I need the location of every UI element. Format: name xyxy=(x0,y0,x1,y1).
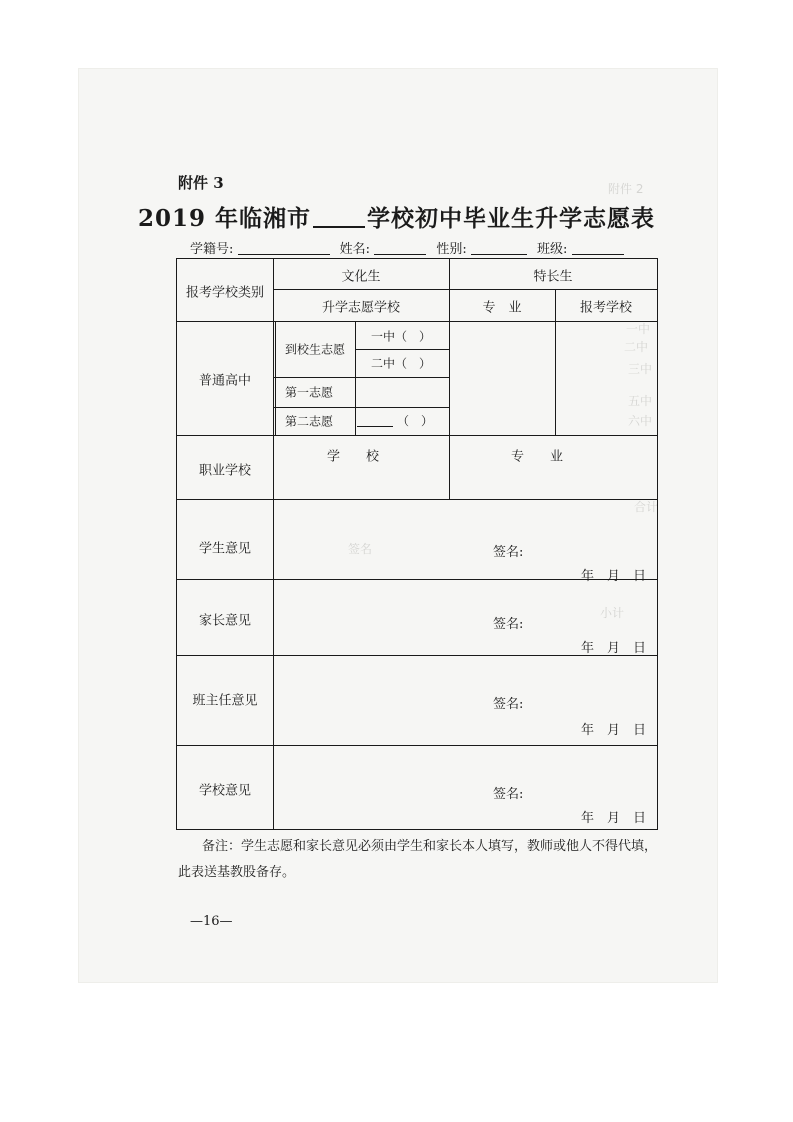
bleed-through-text: 二中 xyxy=(624,340,649,354)
student-opinion-label: 学生意见 xyxy=(198,541,252,557)
major-header: 专 业 xyxy=(482,300,522,316)
local-choice-label: 到校生志愿 xyxy=(284,342,346,357)
class-blank[interactable] xyxy=(572,241,624,255)
vocational-major-header: 专 业 xyxy=(510,449,564,465)
apply-school-header: 报考学校 xyxy=(579,300,633,316)
grid-line xyxy=(273,289,657,290)
vocational-school-header: 学 校 xyxy=(326,449,380,465)
second-choice-blank[interactable] xyxy=(357,413,393,427)
student-id-blank[interactable] xyxy=(238,241,330,255)
student-date-label: 年 月 日 xyxy=(581,569,647,584)
student-id-label: 学籍号: xyxy=(190,242,234,257)
teacher-sign-label: 签名: xyxy=(493,697,524,712)
student-info-line xyxy=(190,238,630,257)
footnote-line-2: 此表送基教股备存。 xyxy=(178,865,296,880)
grid-line xyxy=(273,407,449,408)
gender-label: 性别: xyxy=(436,242,467,257)
footnote-line-1: 备注：学生志愿和家长意见必须由学生和家长本人填写，教师或他人不得代填， xyxy=(202,839,658,854)
school-name-blank[interactable] xyxy=(313,226,365,228)
grid-line xyxy=(177,321,657,322)
bleed-through-text: 合计 xyxy=(634,500,659,514)
page-title xyxy=(0,200,793,233)
school-opinion-field[interactable] xyxy=(275,747,655,781)
first-choice-label: 第一志愿 xyxy=(284,385,334,400)
bleed-through-text: 五中 xyxy=(628,394,653,408)
parent-opinion-label: 家长意见 xyxy=(198,613,252,629)
student-opinion-field[interactable] xyxy=(275,501,655,539)
erzhong-option[interactable]: 二中（ ） xyxy=(370,356,432,371)
class-label: 班级: xyxy=(537,242,568,257)
second-choice-label: 第二志愿 xyxy=(284,414,334,429)
grid-line xyxy=(177,499,657,500)
grid-line xyxy=(555,289,556,435)
teacher-opinion-field[interactable] xyxy=(275,657,655,691)
grid-line xyxy=(177,745,657,746)
school-opinion-label: 学校意见 xyxy=(198,783,252,799)
grid-line xyxy=(273,377,449,378)
grid-line xyxy=(355,321,356,435)
student-sign-label: 签名: xyxy=(493,545,524,560)
grid-line xyxy=(449,435,450,499)
parent-opinion-field[interactable] xyxy=(275,581,655,611)
bleed-through-text: 三中 xyxy=(628,362,653,376)
title-part-1: 2019 年临湘市 xyxy=(137,205,312,232)
bleed-through-text: 附件 2 xyxy=(608,182,644,196)
school-date-label: 年 月 日 xyxy=(581,811,647,826)
grid-line xyxy=(177,435,657,436)
general-high-label: 普通高中 xyxy=(198,373,252,389)
category-header: 报考学校类别 xyxy=(185,285,265,301)
vocational-label: 职业学校 xyxy=(198,463,252,479)
title-part-2: 学校初中毕业生升学志愿表 xyxy=(367,205,656,232)
teacher-opinion-label: 班主任意见 xyxy=(192,693,258,709)
second-choice-paren[interactable]: （ ） xyxy=(397,414,434,428)
footnote xyxy=(178,834,658,886)
grid-line xyxy=(355,349,449,350)
bleed-through-text: 六中 xyxy=(628,414,653,428)
bleed-through-text: 小计 xyxy=(600,606,625,620)
parent-sign-label: 签名: xyxy=(493,617,524,632)
gender-blank[interactable] xyxy=(471,241,527,255)
culture-student-header: 文化生 xyxy=(341,269,381,285)
application-form-table xyxy=(176,258,658,830)
target-school-header: 升学志愿学校 xyxy=(321,300,401,316)
bleed-through-text: 签名 xyxy=(348,542,373,556)
attachment-label: 附件 3 xyxy=(178,174,224,192)
specialty-student-header: 特长生 xyxy=(533,269,573,285)
name-label: 姓名: xyxy=(339,242,371,257)
name-blank[interactable] xyxy=(374,241,426,255)
teacher-date-label: 年 月 日 xyxy=(581,723,647,738)
yizhong-option[interactable]: 一中（ ） xyxy=(370,329,432,344)
school-sign-label: 签名: xyxy=(493,787,524,802)
bleed-through-text: 一中 xyxy=(626,322,651,336)
parent-date-label: 年 月 日 xyxy=(581,641,647,656)
grid-line xyxy=(273,259,274,829)
page-number: —16— xyxy=(190,914,233,929)
grid-line xyxy=(275,321,276,435)
grid-line xyxy=(449,321,450,435)
